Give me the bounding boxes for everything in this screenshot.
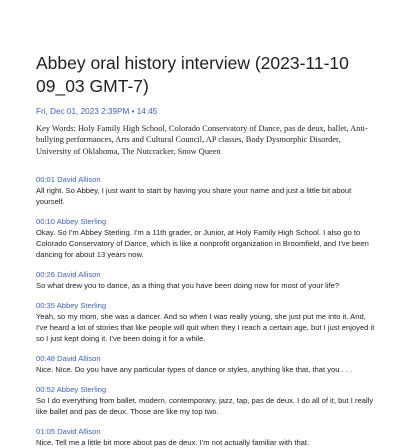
segment-timestamp-speaker[interactable]: 00:48 David Allison	[36, 354, 101, 364]
transcript-segment	[36, 385, 376, 417]
segment-timestamp-speaker[interactable]: 00:52 Abbey Sterling	[36, 385, 107, 395]
segment-text: Nice. Tell me a little bit more about pas de deux. I'm not actually familiar with that.	[36, 438, 310, 448]
segment-timestamp-speaker[interactable]: 00:10 Abbey Sterling	[36, 217, 107, 227]
segment-timestamp-speaker[interactable]: 01:05 David Allison	[36, 427, 101, 437]
transcript-segment	[36, 217, 376, 260]
transcript-segment	[36, 175, 376, 207]
transcript-segment	[36, 427, 376, 448]
transcript-segment	[36, 270, 376, 291]
keywords-paragraph: Key Words: Holy Family High School, Colorado Conservatory of Dance, pas de deux, ballet, Anti-bullying performances, Arts and Cultural Council, AP classes, Body Dysmorphic Disorder, University of Oklahoma, The Nutcracker, Snow Queen	[36, 124, 368, 156]
segment-timestamp-speaker[interactable]: 00:35 Abbey Sterling	[36, 301, 107, 311]
segment-timestamp-speaker[interactable]: 00:01 David Allison	[36, 175, 101, 185]
transcript	[36, 175, 376, 448]
segment-text: So what drew you to dance, as a thing that you have been doing now for most of your life?	[36, 281, 340, 291]
segment-text: So I do everything from ballet, modern, contemporary, jazz, tap, pas de deux. I do all of it, but I really like ballet and pas de deux. Those are like my top two.	[36, 396, 374, 417]
document-meta: Fri, Dec 01, 2023 2:39PM • 14:45	[36, 107, 158, 116]
segment-text: Nice. Nice. Do you have any particular types of dance or styles, anything like that, that you . . .	[36, 365, 353, 375]
transcript-segment	[36, 301, 376, 344]
segment-text: Yeah, so my mom, she was a dancer. And so when I was really young, she just put me into it. And, I've heard a lot of stories that like people will quit when they I reach a certain age, but I just enjoyed it so I just kept doing it. I've been doing it for a while.	[36, 312, 375, 344]
transcript-segment	[36, 354, 376, 375]
segment-text: All right. So Abbey, I just want to start by having you share your name and just a little bit about yourself.	[36, 186, 352, 207]
document-title: Abbey oral history interview (2023-11-10 09_03 GMT-7)	[36, 53, 349, 96]
segment-timestamp-speaker[interactable]: 00:26 David Allison	[36, 270, 101, 280]
segment-text: Okay. So I'm Abbey Sterling. I'm a 11th grader, or Junior, at Holy Family High School. I also go to Colorado Conservatory of Dance, which is like a nonprofit organization in Broomfield, and I've been dancing for about 13 years now.	[36, 228, 369, 260]
